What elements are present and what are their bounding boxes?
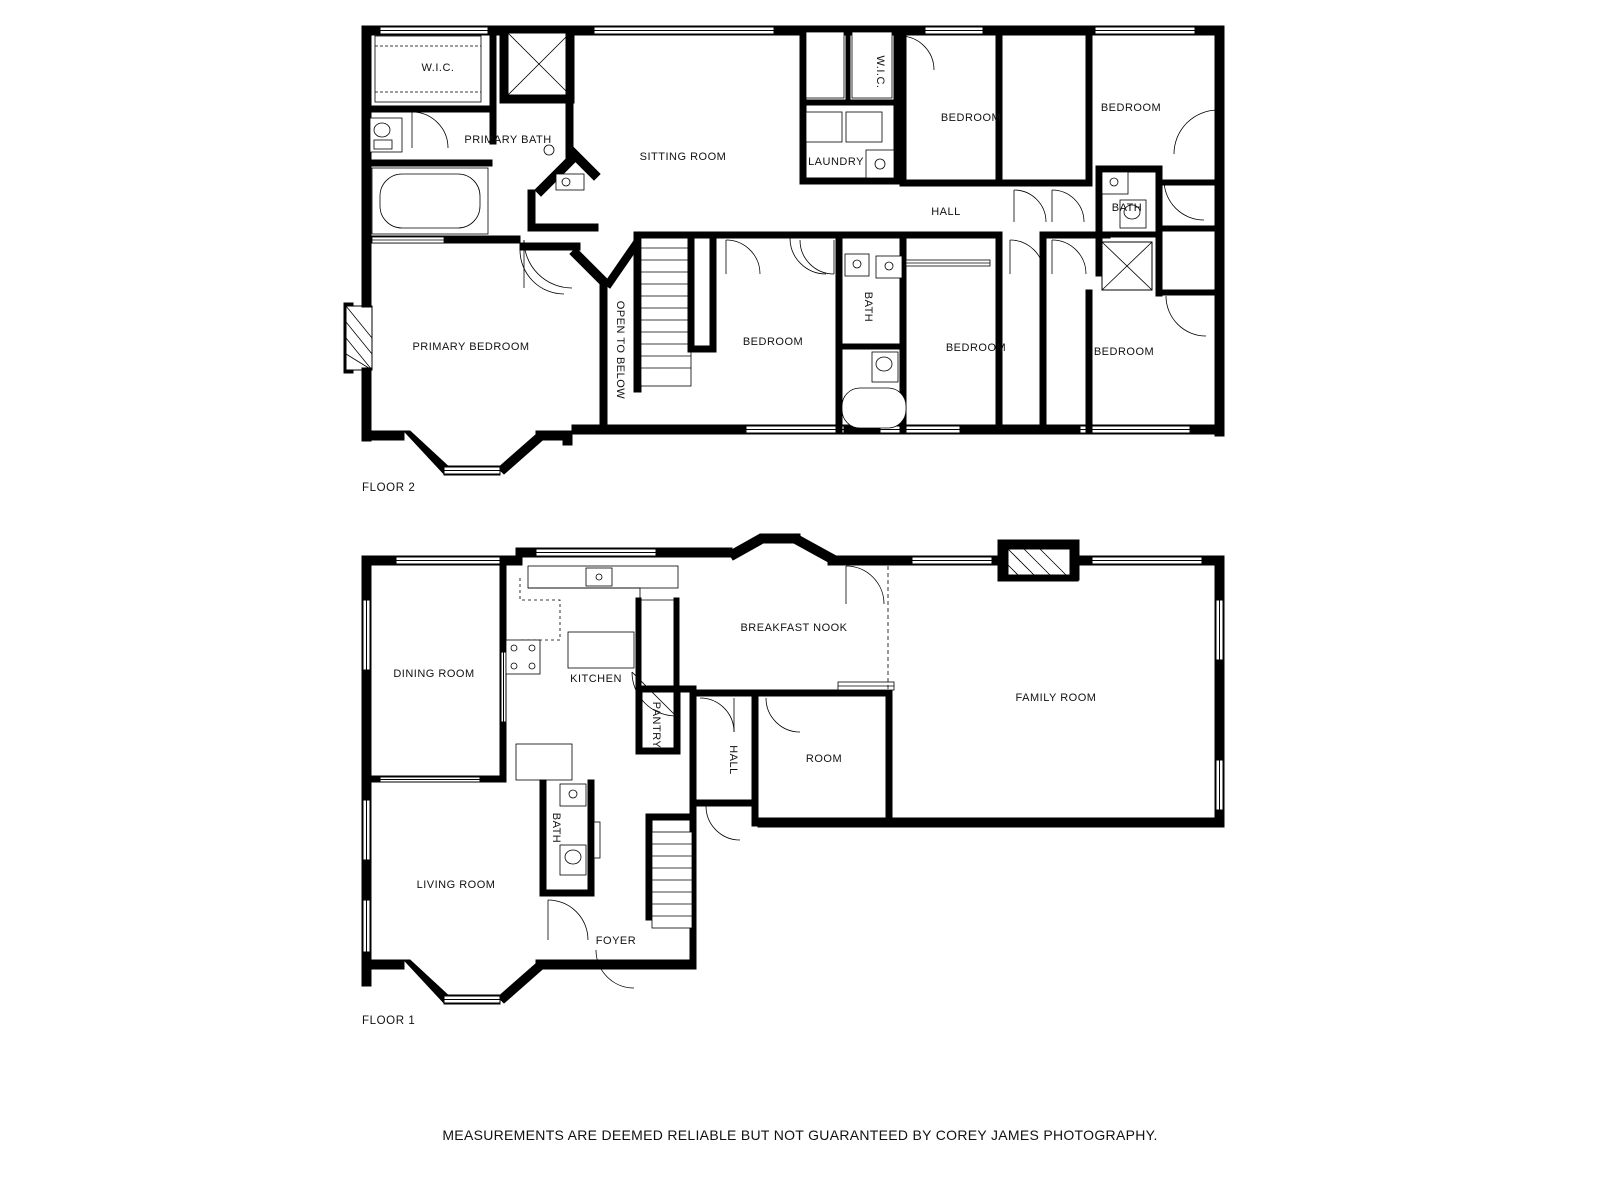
room-label-sitting-room: SITTING ROOM xyxy=(639,151,727,163)
room-label-living-room: LIVING ROOM xyxy=(416,879,496,891)
floor-2-geometry xyxy=(344,26,1224,475)
room-label-primary-bedroom: PRIMARY BEDROOM xyxy=(412,341,530,353)
room-label-bath-f2-right: BATH xyxy=(1111,202,1143,214)
floor-2-caption: FLOOR 2 xyxy=(362,482,416,494)
room-label-open-to-below: OPEN TO BELOW xyxy=(614,300,626,400)
room-label-breakfast-nook: BREAKFAST NOOK xyxy=(740,622,848,634)
room-label-bedroom-f2-3: BEDROOM xyxy=(742,336,804,348)
room-label-laundry: LAUNDRY xyxy=(808,156,864,168)
room-label-bath-f2-middle: BATH xyxy=(862,291,874,323)
room-label-pantry: PANTRY xyxy=(650,701,662,749)
room-label-wic-primary: W.I.C. xyxy=(421,62,455,74)
room-label-family-room: FAMILY ROOM xyxy=(1015,692,1097,704)
room-label-bedroom-f2-2: BEDROOM xyxy=(1100,102,1162,114)
disclaimer-text: MEASUREMENTS ARE DEEMED RELIABLE BUT NOT GUARANTEED BY COREY JAMES PHOTOGRAPHY. xyxy=(442,1127,1158,1143)
room-label-bedroom-f2-5: BEDROOM xyxy=(1093,346,1155,358)
room-label-wic-hall: W.I.C. xyxy=(874,55,886,89)
floor-1-caption: FLOOR 1 xyxy=(362,1015,416,1027)
room-label-dining-room: DINING ROOM xyxy=(393,668,475,680)
room-label-hall-f1: HALL xyxy=(727,745,739,775)
room-label-room: ROOM xyxy=(805,753,843,765)
room-label-foyer: FOYER xyxy=(595,935,637,947)
room-label-bedroom-f2-4: BEDROOM xyxy=(945,342,1007,354)
floor-1-geometry xyxy=(362,534,1224,1004)
room-label-bath-f1: BATH xyxy=(550,812,562,844)
room-label-hall-f2: HALL xyxy=(931,206,961,218)
room-label-bedroom-f2-1: BEDROOM xyxy=(940,112,1002,124)
room-label-primary-bath: PRIMARY BATH xyxy=(464,134,552,146)
room-label-kitchen: KITCHEN xyxy=(570,673,622,685)
